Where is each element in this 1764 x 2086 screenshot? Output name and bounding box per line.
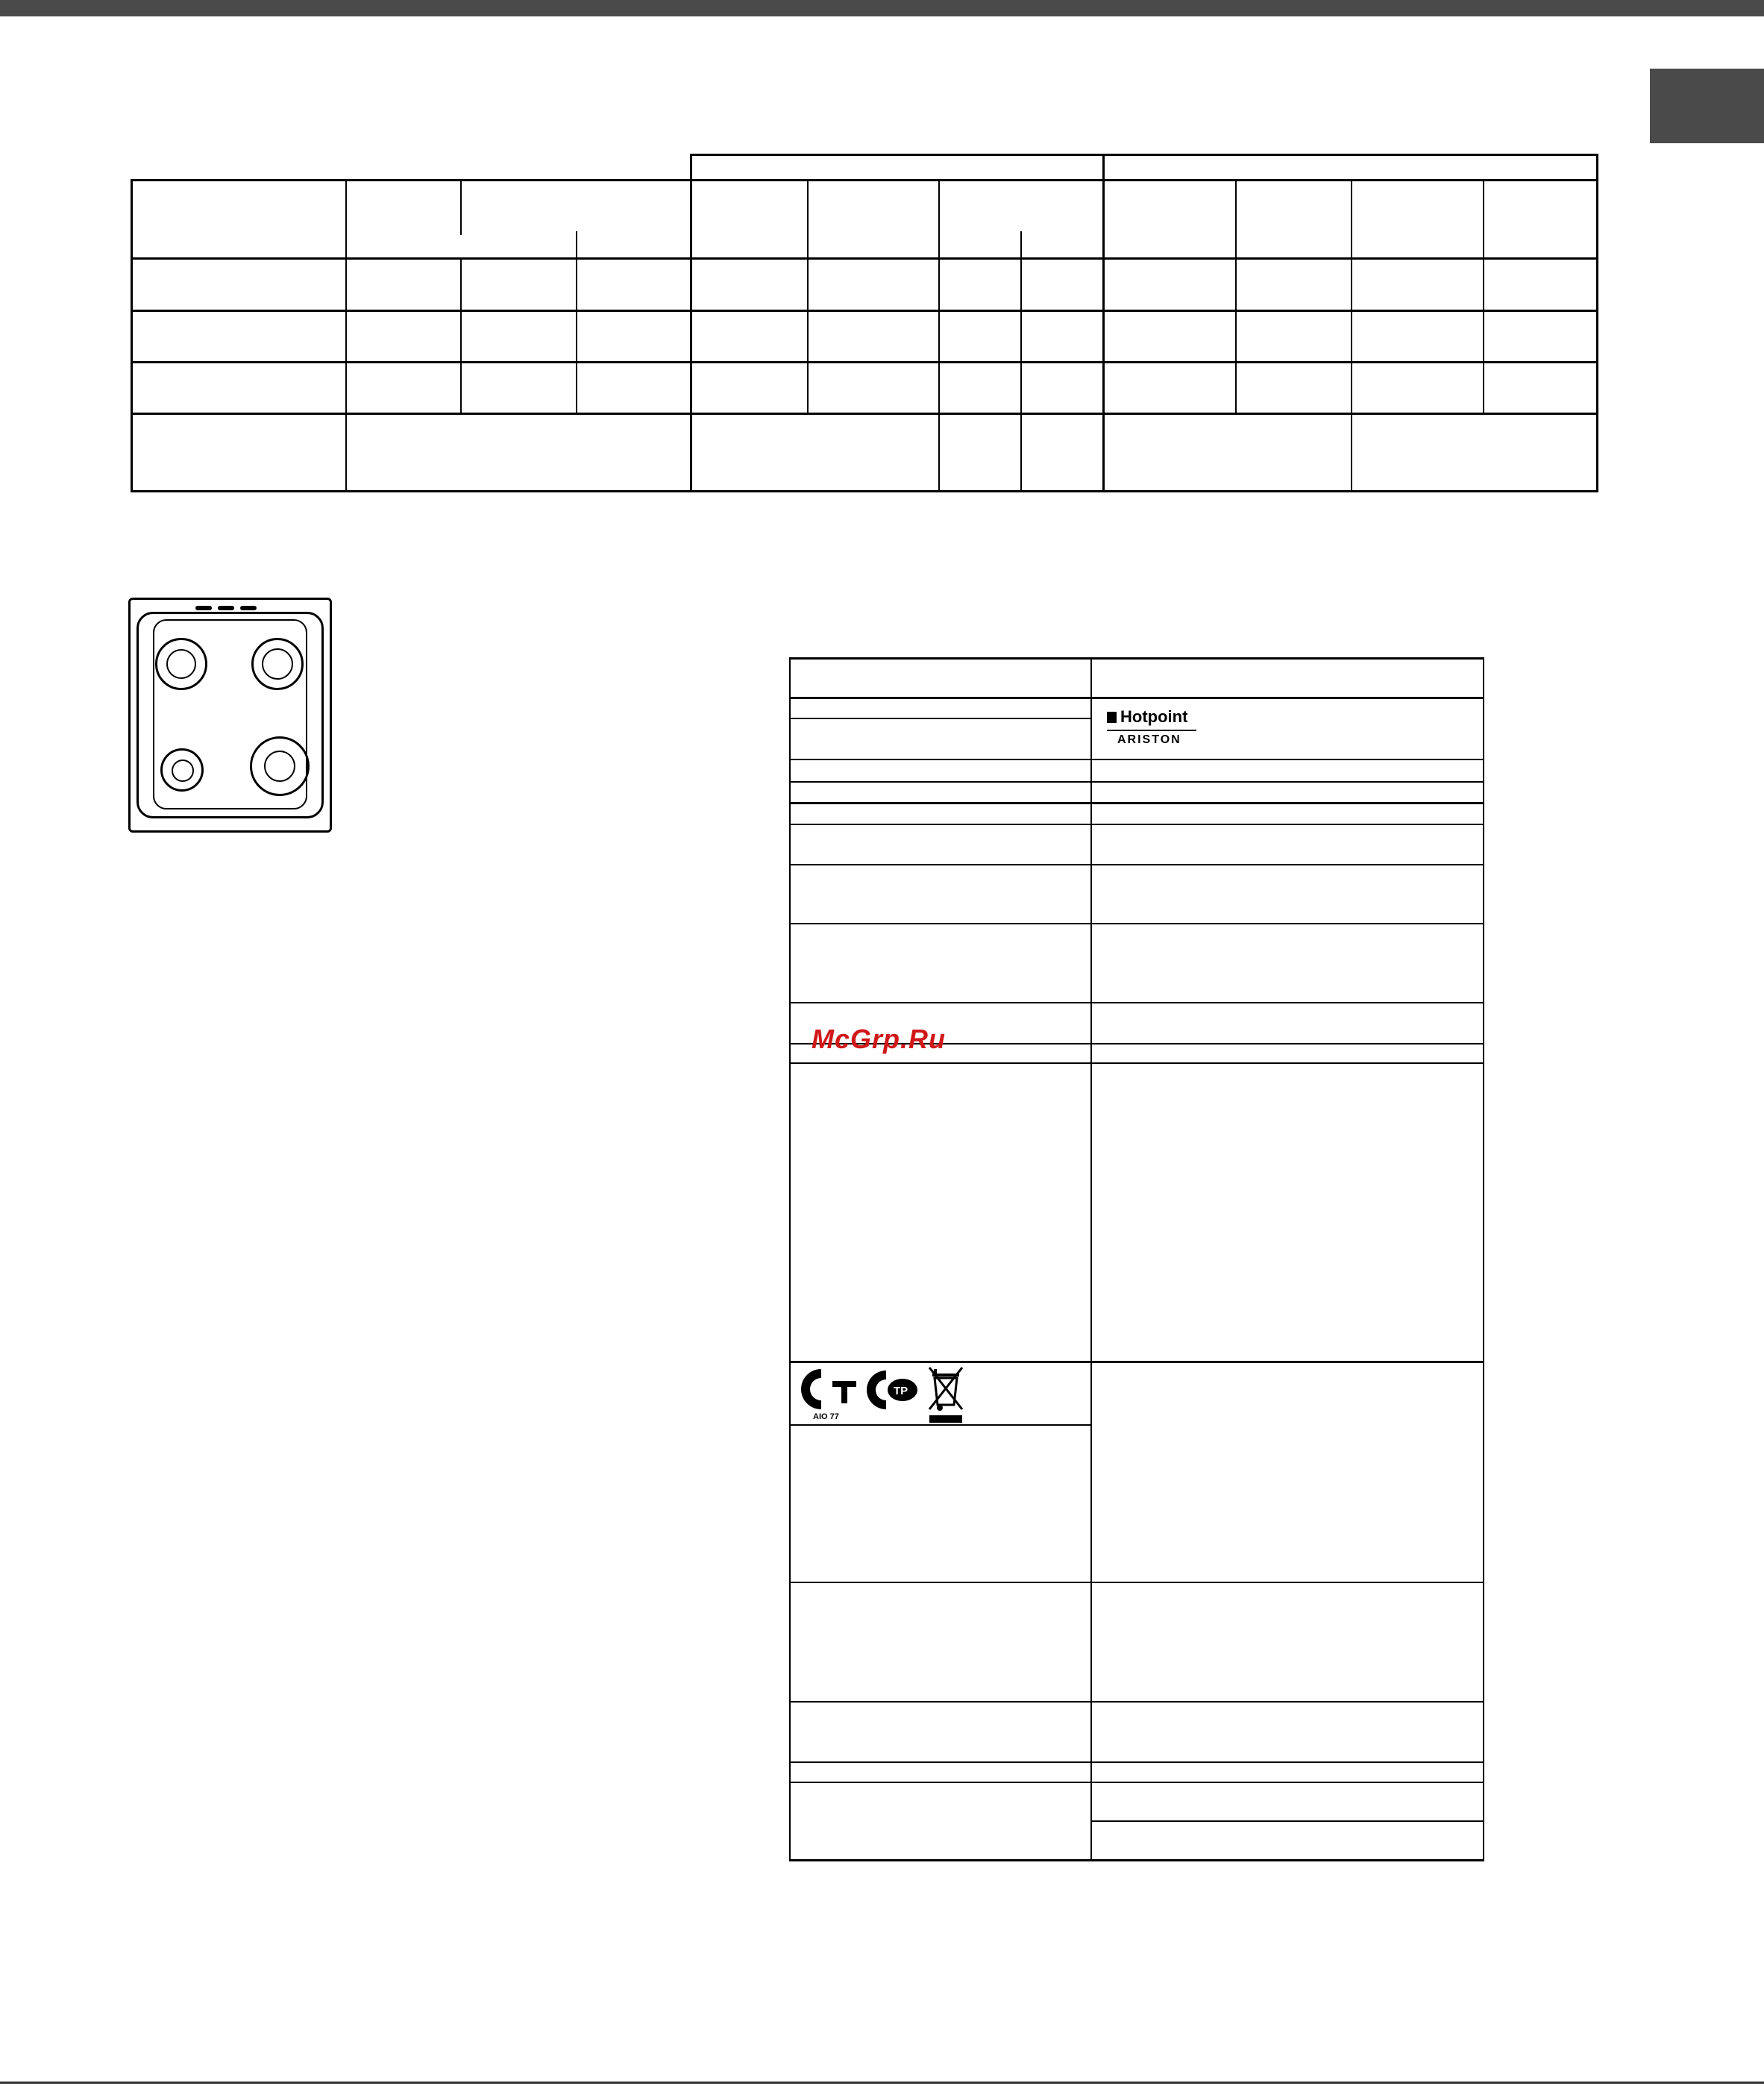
- burner-front-right: [250, 736, 310, 796]
- svg-text:ТР: ТР: [894, 1385, 908, 1397]
- watermark: McGrp.Ru: [812, 1024, 947, 1054]
- svg-text:Р: Р: [813, 1381, 824, 1400]
- top-bar: [0, 0, 1764, 16]
- vent-slot: [240, 606, 257, 610]
- language-tab: [1650, 69, 1764, 143]
- brand-logo-top: Hotpoint: [1107, 707, 1187, 727]
- bottom-rule: [0, 2082, 1764, 2084]
- vent-slot: [195, 606, 212, 610]
- eac-ctp-mark-icon: [864, 1369, 923, 1411]
- vent-slot: [218, 606, 234, 610]
- burner-rear-left: [155, 638, 207, 690]
- certification-code: AIO 77: [813, 1412, 839, 1421]
- burner-front-left: [160, 748, 204, 792]
- burner-rear-right: [251, 638, 304, 690]
- brand-logo: [1107, 707, 1196, 749]
- brand-logo-bottom: ARISTON: [1117, 733, 1181, 746]
- certification-marks: [800, 1363, 986, 1424]
- crossed-out-wheelie-bin-icon: [926, 1363, 967, 1424]
- pct-conformity-mark-icon: [800, 1368, 859, 1411]
